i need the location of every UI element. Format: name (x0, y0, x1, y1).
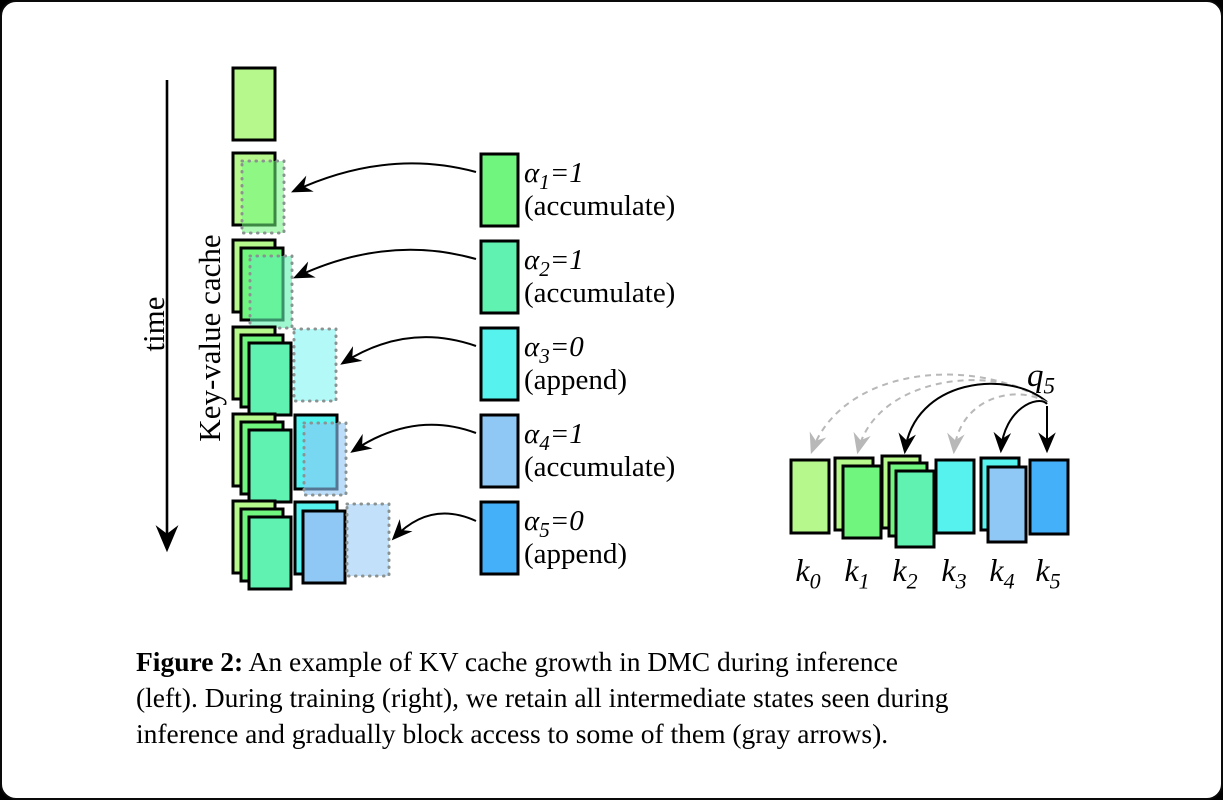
cache-state-t3 (233, 327, 336, 415)
caption-line-2: (left). During training (right), we retain all intermediate states seen during (136, 682, 949, 713)
alpha-mode: (accumulate) (524, 190, 676, 222)
alpha-step-label-4 (524, 417, 675, 484)
key-slot (791, 460, 829, 533)
alpha-step-label-1 (524, 156, 675, 223)
caption-figure-label: Figure 2: (136, 646, 244, 677)
incoming-token-dotted (242, 161, 284, 233)
decision-arrow-3 (343, 337, 476, 363)
key-label-k1: $k_1$ (844, 552, 870, 594)
alpha-value: $\alpha_2=1$ (524, 244, 584, 281)
alpha-token-1 (481, 154, 518, 226)
alpha-value: $\alpha_1=1$ (524, 157, 584, 194)
cache-slot (249, 343, 291, 415)
alpha-token-3 (481, 328, 518, 400)
incoming-token-dotted (294, 329, 336, 401)
attention-arrow-k4 (1001, 401, 1047, 450)
key-stack-k3 (936, 460, 974, 533)
cache-state-t0 (233, 68, 275, 140)
kv-cache-label: Key-value cache (192, 234, 227, 442)
cache-slot (249, 430, 291, 502)
alpha-step-label-2 (524, 243, 675, 310)
decision-arrow-2 (296, 250, 476, 277)
alpha-token-5 (481, 502, 518, 574)
attention-arrow-k2 (905, 384, 1047, 451)
alpha-tokens (481, 154, 518, 574)
decision-arrow-5 (394, 514, 476, 538)
key-slot (896, 471, 934, 547)
alpha-value: $\alpha_4=1$ (524, 418, 584, 455)
alpha-token-2 (481, 241, 518, 313)
decision-arrow-1 (294, 163, 476, 191)
alpha-mode: (append) (524, 364, 628, 396)
key-slot (1030, 460, 1068, 534)
alpha-step-label-3 (524, 330, 627, 397)
key-label-k3: $k_3$ (941, 552, 967, 594)
cache-slot (303, 511, 345, 583)
key-label-k4: $k_4$ (989, 552, 1015, 594)
training-keys (791, 456, 1068, 547)
incoming-token-dotted (304, 423, 346, 495)
kv-cache-timeline (233, 68, 389, 589)
cache-slot (233, 68, 275, 140)
key-stack-k2 (882, 456, 934, 547)
key-slot (988, 467, 1026, 542)
cache-state-t2 (233, 240, 292, 328)
key-slot (936, 460, 974, 533)
key-stack-k0 (791, 460, 829, 533)
alpha-mode: (accumulate) (524, 451, 676, 483)
alpha-mode: (append) (524, 538, 628, 570)
key-slot (843, 466, 881, 538)
attention-arrows (812, 375, 1047, 451)
key-stack-k4 (981, 458, 1026, 542)
alpha-value: $\alpha_5=0$ (524, 505, 584, 542)
incoming-token-dotted (347, 504, 389, 576)
cache-state-t4 (233, 414, 346, 502)
cache-state-t5 (233, 501, 389, 589)
key-stack-k1 (835, 458, 881, 538)
time-axis-label: time (136, 296, 171, 352)
incoming-token-dotted (250, 256, 292, 328)
alpha-value: $\alpha_3=0$ (524, 331, 584, 368)
alpha-step-label-5 (524, 504, 627, 571)
cache-slot (249, 517, 291, 589)
key-label-k0: $k_0$ (795, 552, 821, 594)
figure-caption (136, 644, 1126, 752)
cache-state-t1 (233, 153, 284, 233)
key-stack-k5 (1030, 460, 1068, 534)
decision-arrow-4 (353, 425, 476, 451)
caption-line-3: inference and gradually block access to some of them (gray arrows). (136, 718, 889, 749)
query-label-q5: $q_5$ (1027, 358, 1055, 399)
key-label-k5: $k_5$ (1035, 552, 1061, 594)
alpha-token-4 (481, 415, 518, 487)
caption-line-1: Figure 2: An example of KV cache growth in DMC during inference (136, 646, 898, 677)
alpha-mode: (accumulate) (524, 277, 676, 309)
key-label-k2: $k_2$ (892, 552, 918, 594)
